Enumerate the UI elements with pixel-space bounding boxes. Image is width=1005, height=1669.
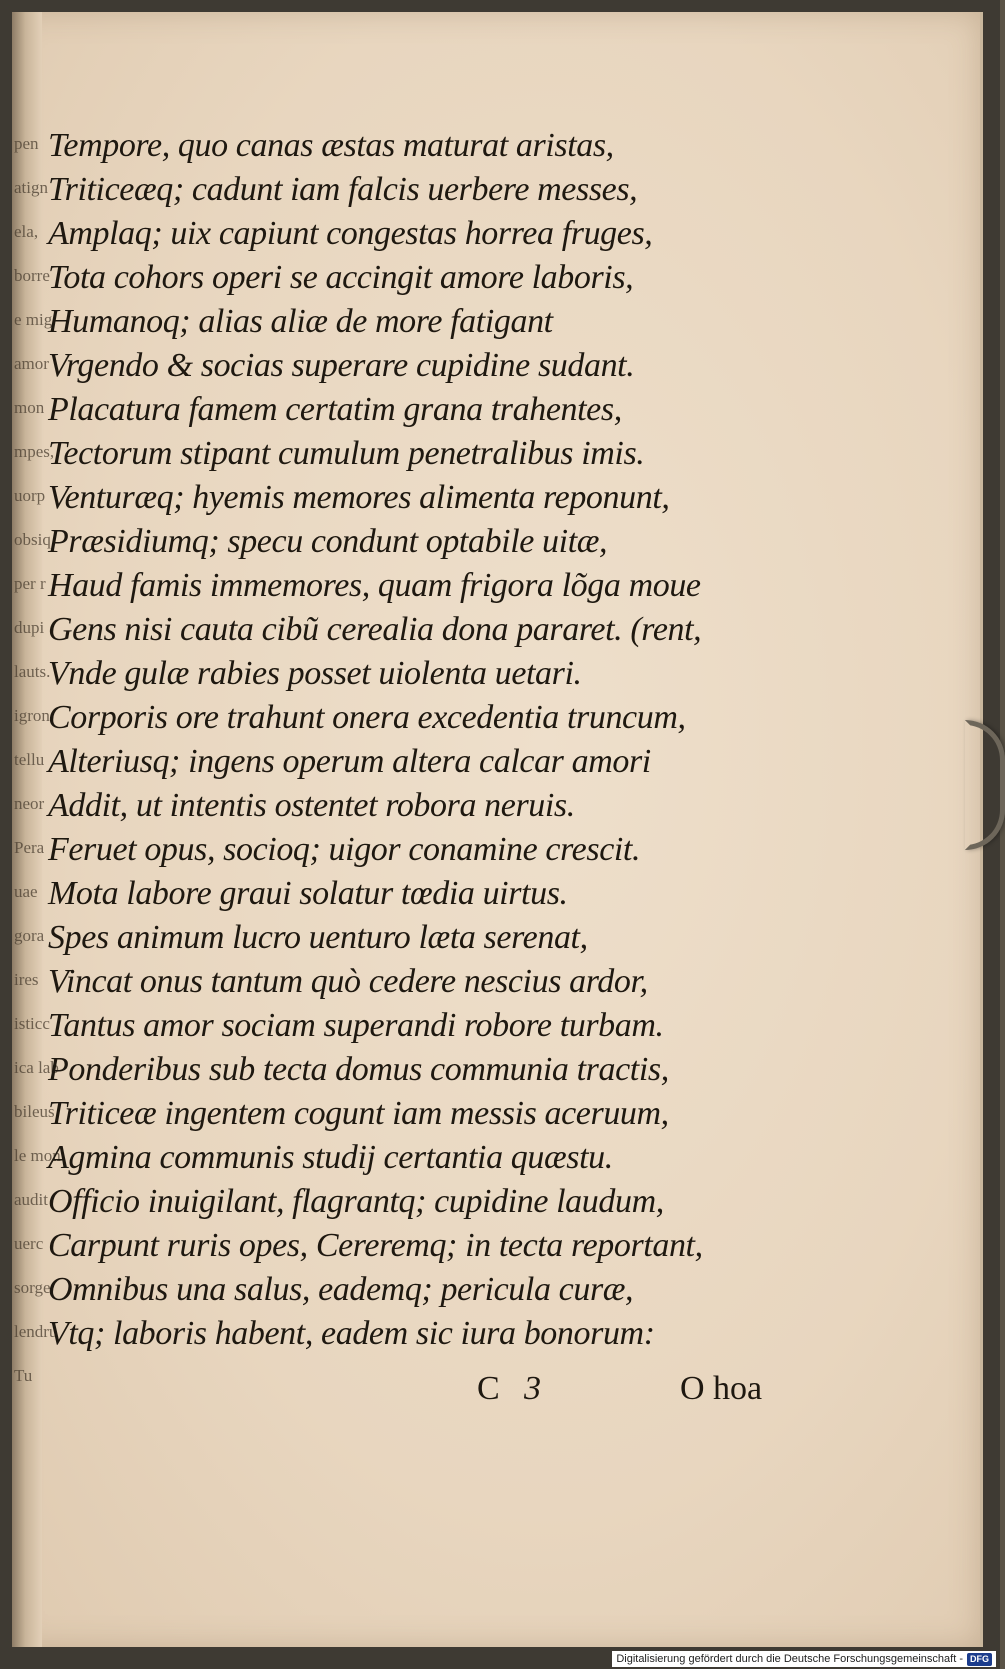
verse-line: Tectorum stipant cumulum penetralibus imis. (48, 435, 645, 472)
facing-fragment: uerc (14, 1234, 44, 1253)
signature-letter: C (477, 1370, 500, 1407)
facing-fragment: sorge (14, 1278, 51, 1297)
facing-fragment: uorp (14, 486, 46, 505)
catchword: O hoa (680, 1370, 763, 1407)
verse-line: Vnde gulæ rabies posset uiolenta uetari. (48, 655, 582, 692)
verse-line: Vrgendo & socias superare cupidine sudant. (48, 347, 635, 384)
verse-line: Tantus amor sociam superandi robore turbam. (48, 1007, 664, 1044)
facing-fragment: mon (14, 398, 45, 417)
verse-line: Spes animum lucro uenturo læta serenat, (48, 919, 588, 956)
facing-fragment: neor (14, 794, 45, 813)
facing-fragment: gora (14, 926, 45, 945)
verse-line: Addit, ut intentis ostentet robora neruis. (48, 787, 575, 824)
facing-page-fragments (14, 122, 61, 1398)
verse-line: Agmina communis studij certantia quæstu. (48, 1139, 613, 1176)
facing-fragment: dupi (14, 618, 45, 637)
facing-fragment: igron (14, 706, 50, 725)
verse-line: Alteriusq; ingens operum altera calcar amori (48, 743, 651, 780)
verse-line: Officio inuigilant, flagrantq; cupidine laudum, (48, 1183, 664, 1220)
dfg-logo: DFG (967, 1653, 992, 1666)
verse-line: Vtq; laboris habent, eadem sic iura bonorum: (48, 1315, 655, 1352)
verse-line: Vincat onus tantum quò cedere nescius ardor, (48, 963, 648, 1000)
digitization-credit (612, 1651, 996, 1667)
facing-fragment: pen (14, 134, 39, 153)
verse-line: Gens nisi cauta cibũ cerealia dona pararet. (rent, (48, 611, 702, 648)
verse-line: Ponderibus sub tecta domus communia tractis, (48, 1051, 669, 1088)
facing-fragment: atign (14, 178, 48, 197)
facing-fragment: Pera (14, 838, 45, 857)
facing-fragment: Tu (14, 1366, 33, 1385)
facing-fragment: lendru (14, 1322, 58, 1341)
facing-fragment: tellu (14, 750, 45, 769)
facing-fragment: uae (14, 882, 38, 901)
facing-fragment: obsiq (14, 530, 51, 549)
verse-line: Amplaq; uix capiunt congestas horrea fruges, (48, 215, 653, 252)
facing-fragment: amor (14, 354, 49, 373)
credit-text: Digitalisierung gefördert durch die Deutsche Forschungsgemeinschaft - (616, 1653, 963, 1665)
facing-fragment: ica lab (14, 1058, 59, 1077)
facing-fragment: isticc (14, 1014, 50, 1033)
facing-fragment: ires (14, 970, 39, 989)
facing-fragment: le mon (14, 1146, 61, 1165)
verse-line: Haud famis immemores, quam frigora lõga moue (48, 567, 701, 604)
verse-line: Carpunt ruris opes, Cereremq; in tecta reportant, (48, 1227, 703, 1264)
book-page (12, 12, 983, 1647)
facing-fragment: borre (14, 266, 50, 285)
facing-fragment: e mig (14, 310, 53, 329)
verse-line: Venturæq; hyemis memores alimenta reponunt, (48, 479, 670, 516)
poem-text (48, 124, 768, 1356)
facing-fragment: ela, (14, 222, 39, 241)
verse-line: Feruet opus, socioq; uigor conamine crescit. (48, 831, 641, 868)
verse-line: Placatura famem certatim grana trahentes, (48, 391, 622, 428)
book-clasp (965, 720, 1005, 850)
verse-line: Humanoq; alias aliæ de more fatigant (48, 303, 553, 340)
signature-number: 3 (524, 1370, 541, 1407)
facing-fragment: lauts. (14, 662, 51, 681)
verse-line: Triticeæ ingentem cogunt iam messis aceruum, (48, 1095, 669, 1132)
facing-fragment: per r (14, 574, 46, 593)
verse-line: Præsidiumq; specu condunt optabile uitæ, (48, 523, 608, 560)
facing-fragment: audit (14, 1190, 48, 1209)
verse-line: Tempore, quo canas æstas maturat aristas, (48, 127, 614, 164)
verse-line: Tota cohors operi se accingit amore laboris, (48, 259, 634, 296)
facing-fragment: bileus (14, 1102, 55, 1121)
verse-line: Omnibus una salus, eademq; pericula curæ, (48, 1271, 634, 1308)
verse-line: Corporis ore trahunt onera excedentia truncum, (48, 699, 686, 736)
verse-line: Mota labore graui solatur tœdia uirtus. (48, 875, 568, 912)
verse-line: Triticeæq; cadunt iam falcis uerbere messes, (48, 171, 638, 208)
facing-fragment: mpes, (14, 442, 55, 461)
